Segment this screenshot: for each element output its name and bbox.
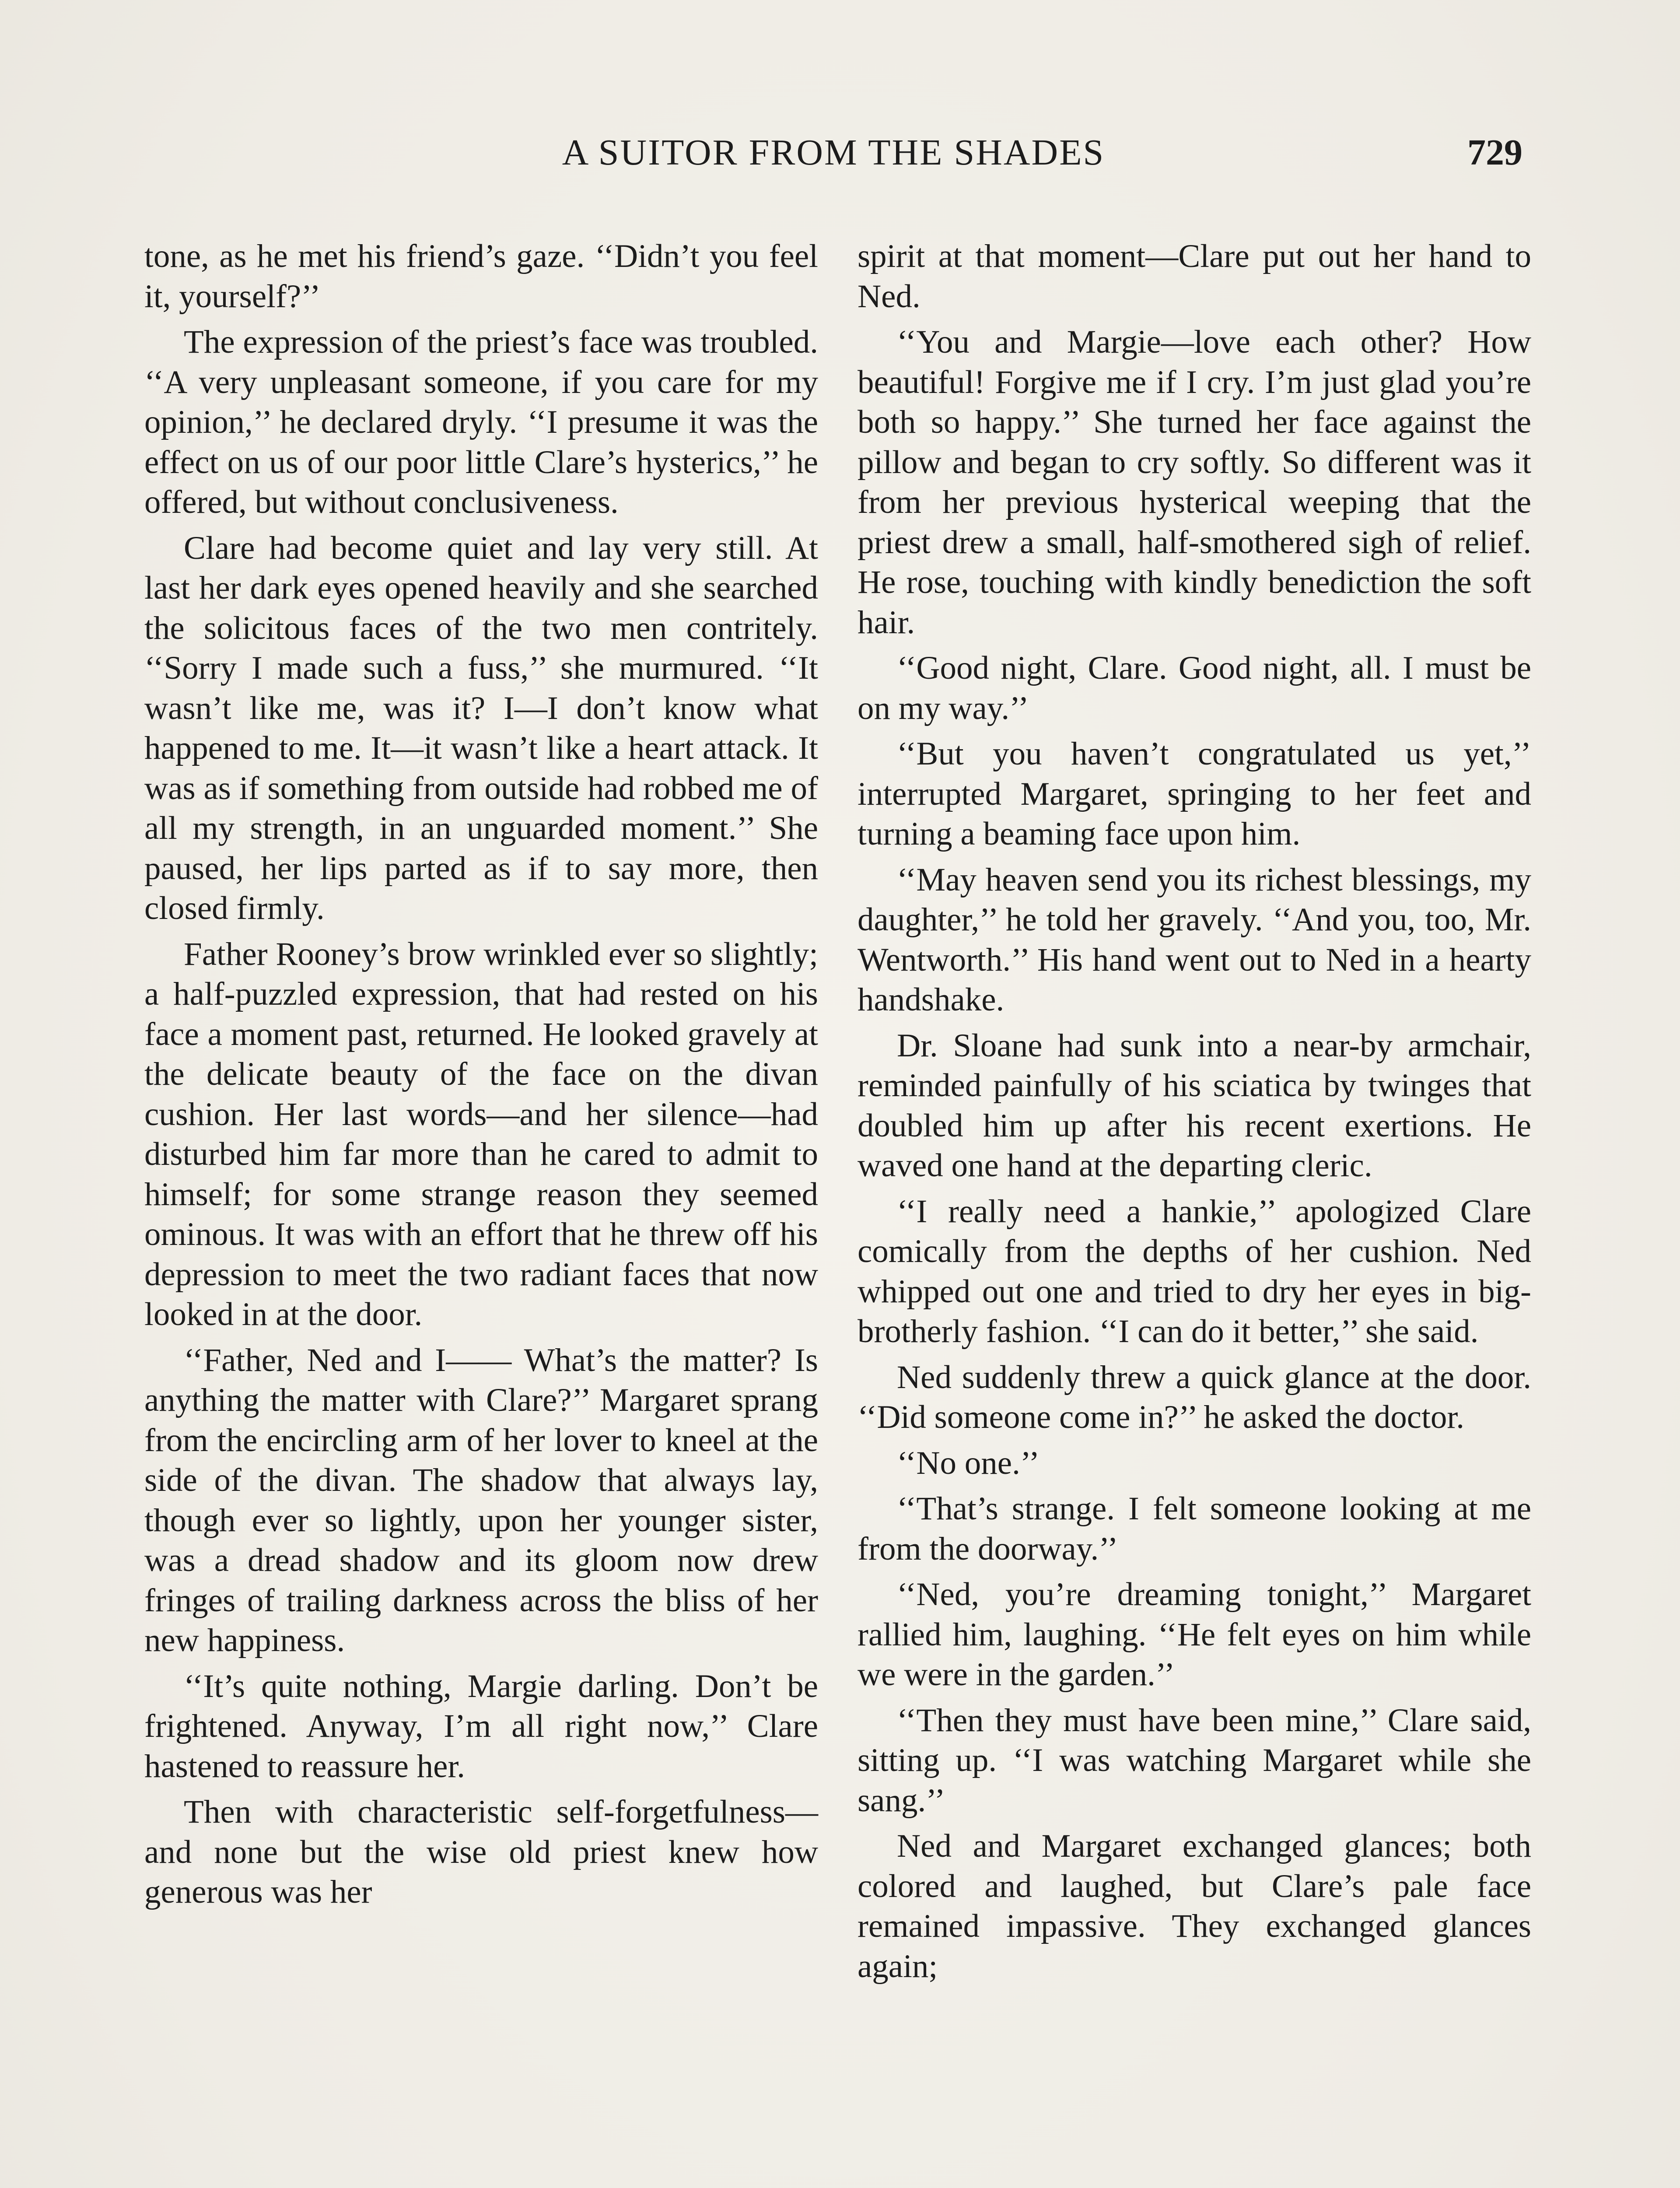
paragraph: ‘‘May heaven send you its richest blessings, my daughter,’’ he told her gravely. ‘‘And you, too, Mr. Wentworth.’’ His hand went out to Ned in a hearty handshake. [858,861,1531,1018]
paragraph: ‘‘I really need a hankie,’’ apologized Clare comically from the depths of her cushion. Ned whipped out one and tried to dry her eyes in big-brotherly fashion. ‘‘I can do it better,’’ she said. [858,1193,1531,1350]
paragraph: ‘‘Good night, Clare. Good night, all. I must be on my way.’’ [858,650,1531,726]
paragraph: ‘‘Then they must have been mine,’’ Clare said, sitting up. ‘‘I was watching Margaret while she sang.’’ [858,1702,1531,1819]
paragraph: ‘‘Father, Ned and I—— What’s the matter? Is anything the matter with Clare?’’ Margaret sprang from the encircling arm of her lover to kneel at the side of the divan. The shadow that always lay, though ever so lightly, upon her younger sister, was a dread shadow and its gloom now drew fringes of trailing darkness across the bliss of her new happiness. [144,1342,818,1659]
paragraph: Clare had become quiet and lay very still. At last her dark eyes opened heavily and she searched the solicitous faces of the two men contritely. ‘‘Sorry I made such a fuss,’’ she murmured. ‘‘It wasn’t like me, was it? I—I don’t know what happened to me. It—it wasn’t like a heart attack. It was as if something from outside had robbed me of all my strength, in an unguarded moment.’’ She paused, her lips parted as if to say more, then closed firmly. [144,529,818,926]
paragraph: The expression of the priest’s face was troubled. ‘‘A very unpleasant someone, if you care for my opinion,’’ he declared dryly. ‘‘I presume it was the effect on us of our poor little Clare’s hysterics,’’ he offered, but without conclusiveness. [144,324,818,520]
page-number: 729 [1467,132,1522,173]
running-header [144,131,1522,184]
paragraph: Dr. Sloane had sunk into a near-by armchair, reminded painfully of his sciatica by twinges that doubled him up after his recent exertions. He waved one hand at the departing cleric. [858,1027,1531,1184]
paragraph: ‘‘No one.’’ [897,1445,1040,1481]
paragraph: ‘‘It’s quite nothing, Margie darling. Don’t be frightened. Anyway, I’m all right now,’’ Clare hastened to reassure her. [144,1668,818,1785]
running-title: A SUITOR FROM THE SHADES [562,132,1105,173]
paragraph: ‘‘You and Margie—love each other? How beautiful! Forgive me if I cry. I’m just glad you’re both so happy.’’ She turned her face against the pillow and began to cry softly. So different was it from her previous hysterical weeping that the priest drew a small, half-smothered sigh of relief. He rose, touching with kindly benediction the soft hair. [858,324,1531,641]
paragraph: tone, as he met his friend’s gaze. ‘‘Didn’t you feel it, yourself?’’ [144,238,818,315]
paragraph: Then with characteristic self-forgetfulness—and none but the wise old priest knew how generous was her [144,1794,818,1910]
paragraph: ‘‘Ned, you’re dreaming tonight,’’ Margaret rallied him, laughing. ‘‘He felt eyes on him while we were in the garden.’’ [858,1576,1531,1693]
paragraph: ‘‘But you haven’t congratulated us yet,’’ interrupted Margaret, springing to her feet and turning a beaming face upon him. [858,736,1531,852]
paragraph: ‘‘That’s strange. I felt someone looking at me from the doorway.’’ [858,1490,1531,1567]
left-column [144,236,818,1918]
paragraph: Ned suddenly threw a quick glance at the door. ‘‘Did someone come in?’’ he asked the doctor. [858,1359,1531,1435]
paragraph: spirit at that moment—Clare put out her hand to Ned. [858,238,1531,315]
right-column [858,236,1531,1992]
paragraph: Ned and Margaret exchanged glances; both colored and laughed, but Clare’s pale face remained impassive. They exchanged glances again; [858,1828,1531,1985]
paragraph: Father Rooney’s brow wrinkled ever so slightly; a half-puzzled expression, that had rested on his face a moment past, returned. He looked gravely at the delicate beauty of the face on the divan cushion. Her last words—and her silence—had disturbed him far more than he cared to admit to himself; for some strange reason they seemed ominous. It was with an effort that he threw off his depression to meet the two radiant faces that now looked in at the door. [144,936,818,1332]
